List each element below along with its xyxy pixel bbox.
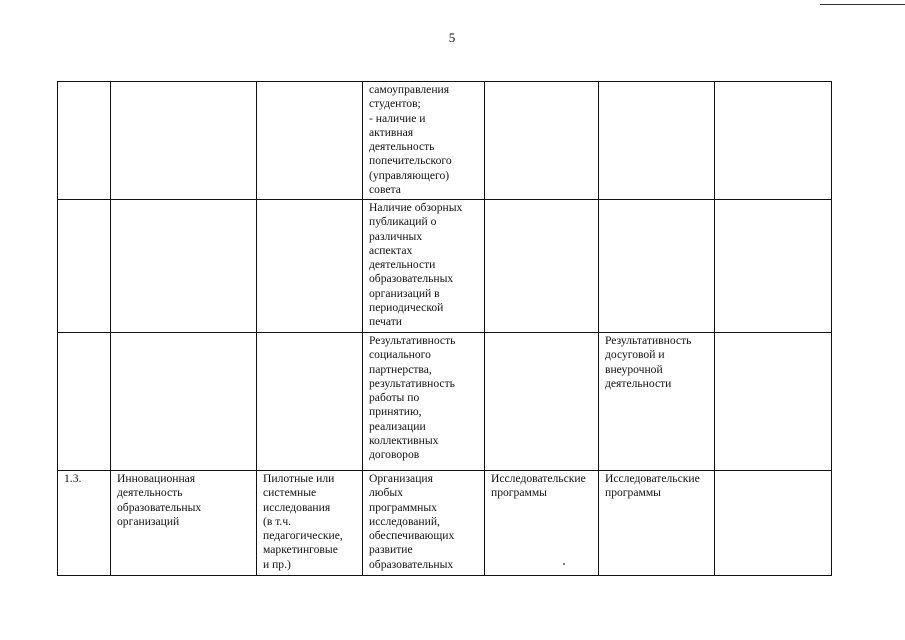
- cell-text: Исследовательские программы: [605, 472, 700, 500]
- table-cell: [58, 333, 111, 471]
- table-cell: [485, 82, 599, 200]
- table-cell: [715, 200, 832, 333]
- table-cell: [257, 333, 363, 471]
- table-cell: [363, 333, 485, 471]
- cell-text: Результативность досуговой и внеурочной деятельности: [605, 334, 692, 390]
- cell-text: самоуправления студентов; - наличие и активная деятельность попечительского (управляющего) совета: [369, 83, 452, 197]
- document-table: [57, 81, 832, 576]
- table-cell: [111, 471, 257, 576]
- cell-text: Наличие обзорных публикаций о различных аспектах деятельности образовательных организаций в периодической печати: [369, 201, 463, 329]
- table-cell: [111, 200, 257, 333]
- table-cell: [715, 471, 832, 576]
- table-cell: [599, 82, 715, 200]
- table-cell: [715, 82, 832, 200]
- table-cell: [257, 82, 363, 200]
- table-row: [58, 200, 832, 333]
- cell-text: Инновационная деятельность образовательных организаций: [117, 472, 202, 528]
- top-rule: [820, 4, 905, 5]
- cell-text: Исследовательские программы: [491, 472, 586, 500]
- table-cell: [363, 200, 485, 333]
- table-cell: [257, 471, 363, 576]
- table-cell: [111, 333, 257, 471]
- table-cell: [485, 471, 599, 576]
- table-cell: [257, 200, 363, 333]
- cell-text: 1.3.: [64, 472, 82, 485]
- table-cell: [58, 471, 111, 576]
- table-row: [58, 471, 832, 576]
- table-cell: [485, 200, 599, 333]
- table-row: [58, 82, 832, 200]
- table-cell: [599, 200, 715, 333]
- cell-text: Результативность социального партнерства, результативность работы по принятию, реализации коллективных договоров: [369, 334, 456, 462]
- table-cell: [363, 471, 485, 576]
- table-cell: [111, 82, 257, 200]
- table-cell: [485, 333, 599, 471]
- page-number: 5: [448, 30, 456, 45]
- table-cell: [599, 471, 715, 576]
- table-cell: [715, 333, 832, 471]
- scan-speck: [563, 563, 565, 565]
- cell-text: Пилотные или системные исследования (в т.ч. педагогические, маркетинговые и пр.): [263, 472, 343, 571]
- table-row: [58, 333, 832, 471]
- table-cell: [58, 82, 111, 200]
- cell-text: Организация любых программных исследований, обеспечивающих развитие образовательных: [369, 472, 455, 571]
- table-cell: [599, 333, 715, 471]
- table-body: [58, 82, 832, 576]
- table-cell: [363, 82, 485, 200]
- table-cell: [58, 200, 111, 333]
